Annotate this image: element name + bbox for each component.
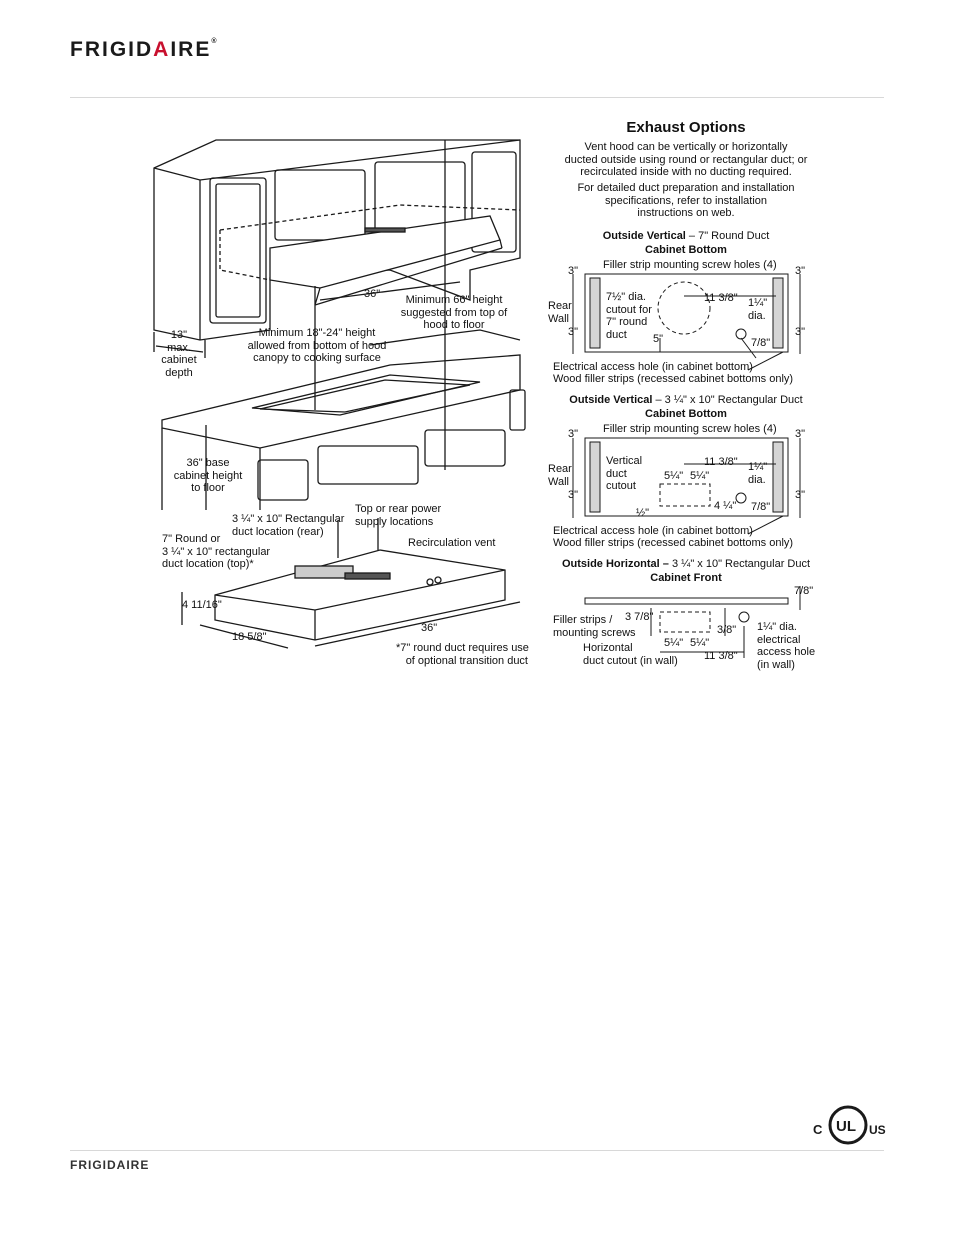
svg-text:UL: UL	[836, 1118, 856, 1135]
d2-dim-3-bl: 3"	[568, 489, 579, 501]
d2-dim-7-8: 7/8"	[751, 501, 771, 513]
round-top-label: 7" Round or 3 ¼" x 10" rectangular duct location (top)*	[162, 533, 271, 570]
dim-36-top: 36"	[364, 288, 381, 300]
d2-dia-label: 1¼" dia.	[748, 461, 768, 486]
d2-dim-half: ½"	[636, 507, 650, 519]
d3-dim-5b: 5¼"	[690, 637, 710, 649]
header-divider	[70, 97, 884, 98]
d2-dim-3-br: 3"	[795, 489, 806, 501]
d3-subtitle: Cabinet Front	[650, 572, 722, 584]
recirc-label: Recirculation vent	[408, 537, 496, 549]
d2-dim-3-tl: 3"	[568, 428, 579, 440]
d2-dim-5a: 5¼"	[664, 470, 684, 482]
footer-brand: FRIGIDAIRE	[70, 1158, 150, 1172]
exhaust-options-title: Exhaust Options	[626, 119, 746, 136]
ul-certification-mark	[811, 1104, 886, 1146]
d3-title: Outside Horizontal – 3 ¼" x 10" Rectangular Duct	[561, 558, 811, 570]
d1-cutout-label: 7½" dia. cutout for 7" round duct	[606, 291, 652, 341]
d2-dim-4-1-4: 4 ¼"	[714, 500, 737, 512]
round-duct-note: *7" round duct requires use of optional transition duct	[396, 642, 529, 667]
d1-dia-label: 1¼" dia.	[748, 297, 768, 322]
d2-rear-wall: Rear Wall	[548, 463, 572, 488]
d1-dim-5: 5"	[653, 333, 664, 345]
svg-text:US: US	[869, 1123, 886, 1137]
min-66-label: Minimum 66" height suggested from top of hood to floor	[400, 294, 508, 331]
power-supply-label: Top or rear power supply locations	[355, 503, 442, 528]
rect-rear-label: 3 ¼" x 10" Rectangular duct location (rear)	[232, 513, 345, 538]
d3-electrical: 1¼" dia. electrical access hole (in wall)	[757, 621, 816, 671]
d2-subtitle: Cabinet Bottom	[645, 408, 727, 420]
d2-wood-filler: Wood filler strips (recessed cabinet bottoms only)	[553, 537, 794, 549]
dim-4-11-16: 4 11/16"	[182, 599, 222, 611]
d2-electrical: Electrical access hole (in cabinet bottom)	[553, 525, 753, 537]
dim-36-hood: 36"	[421, 622, 438, 634]
d3-horiz-cutout: Horizontal duct cutout (in wall)	[583, 642, 678, 667]
brand-triangle: A	[153, 38, 171, 61]
brand-logo: FRIGIDAIRE®	[70, 38, 219, 61]
d2-dim-3-tr: 3"	[795, 428, 806, 440]
d1-filler-strip: Filler strip mounting screw holes (4)	[603, 259, 777, 271]
hood-installation-illustration	[140, 130, 540, 670]
d2-cutout-label: Vertical duct cutout	[606, 455, 643, 492]
d1-dim-7-8: 7/8"	[751, 337, 771, 349]
exhaust-intro-2: For detailed duct preparation and installation specifications, refer to installation instructions on web.	[577, 182, 795, 219]
d1-dim-3-bl: 3"	[568, 326, 579, 338]
min-18-label: Minimum 18"-24" height allowed from bottom of hood canopy to cooking surface	[247, 327, 387, 364]
d2-filler-strip: Filler strip mounting screw holes (4)	[603, 423, 777, 435]
base-36-label: 36" base cabinet height to floor	[173, 457, 243, 494]
exhaust-intro-1: Vent hood can be vertically or horizontally ducted outside using round or rectangular duct; or recirculated inside with no ducting required.	[564, 141, 808, 178]
d3-dim-3-8: 3/8"	[717, 624, 737, 636]
d2-dim-5b: 5¼"	[690, 470, 710, 482]
d1-dim-3-tr: 3"	[795, 265, 806, 277]
d1-title: Outside Vertical – 7" Round Duct	[602, 230, 770, 242]
d1-rear-wall: Rear Wall	[548, 300, 572, 325]
d3-dim-11: 11 3/8"	[704, 650, 738, 662]
d2-dim-11: 11 3/8"	[704, 456, 738, 468]
d3-dim-7-8: 7/8"	[794, 585, 814, 597]
d3-filler-strips: Filler strips / mounting screws	[553, 614, 636, 639]
d1-electrical: Electrical access hole (in cabinet bottom)	[553, 361, 753, 373]
d3-dim-3-7-8: 3 7/8"	[625, 611, 654, 623]
svg-text:C: C	[813, 1122, 823, 1137]
d3-dim-5a: 5¼"	[664, 637, 684, 649]
footer-divider	[70, 1150, 884, 1151]
d1-subtitle: Cabinet Bottom	[645, 244, 727, 256]
d1-dim-3-br: 3"	[795, 326, 806, 338]
d1-dim-3-tl: 3"	[568, 265, 579, 277]
dim-13-label: 13" max. cabinet depth	[161, 329, 197, 379]
dim-18-5-8: 18 5/8"	[232, 631, 267, 643]
d1-dim-11: 11 3/8"	[704, 292, 738, 304]
d2-title: Outside Vertical – 3 ¼" x 10" Rectangular Duct	[569, 394, 803, 406]
d1-wood-filler: Wood filler strips (recessed cabinet bottoms only)	[553, 373, 794, 385]
